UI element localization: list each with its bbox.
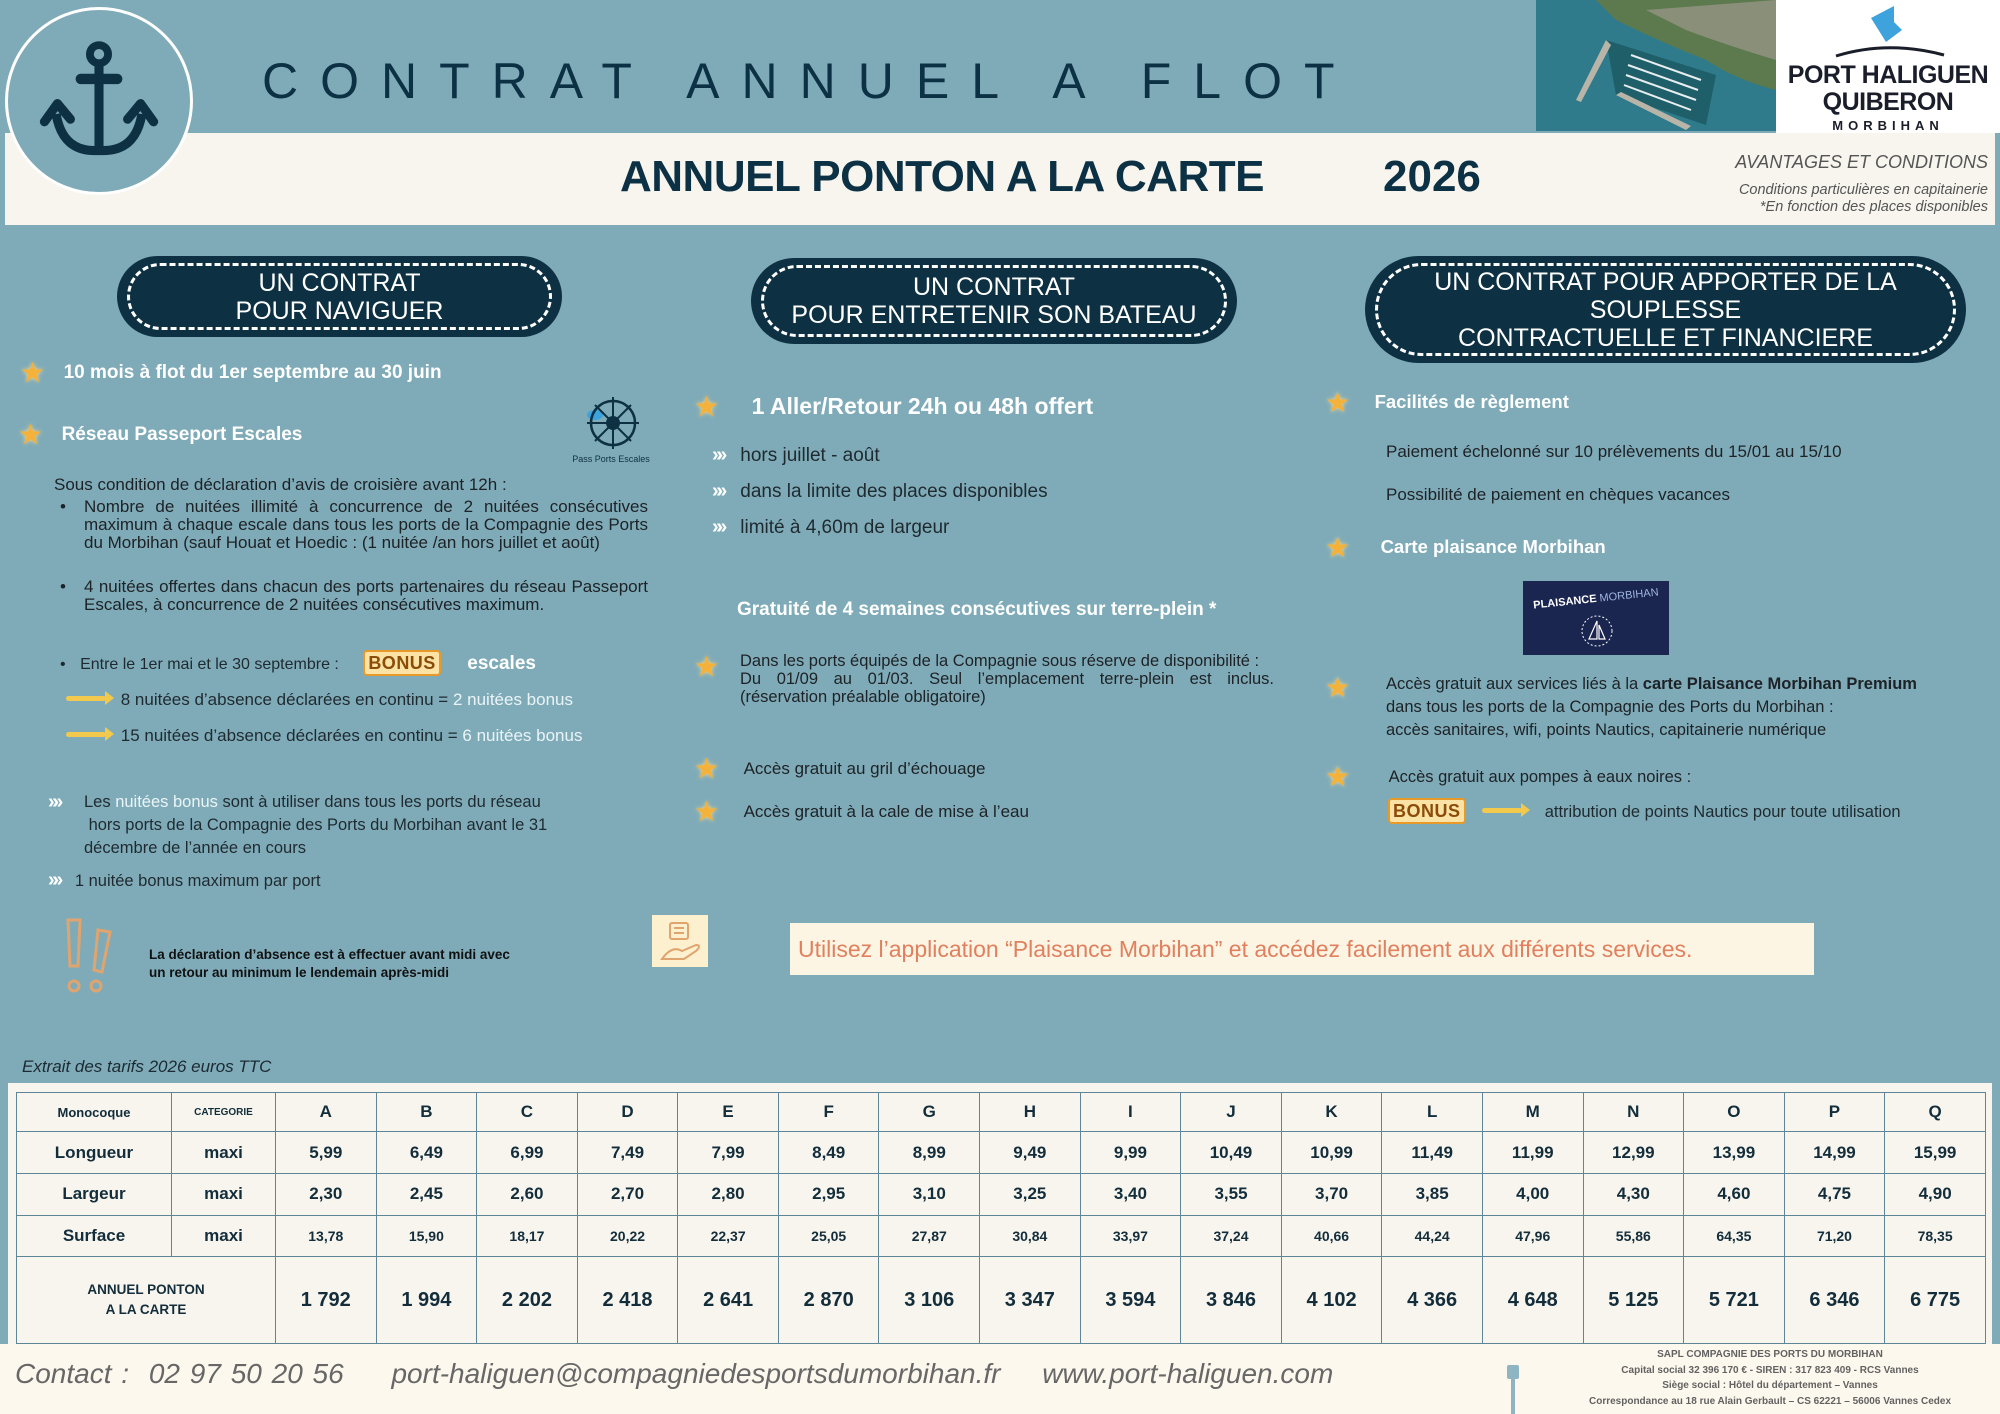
warning-line1: La déclaration d’absence est à effectuer avant midi avec [149,947,510,962]
pompes-text: Accès gratuit aux pompes à eaux noires : [1388,768,1692,786]
double-chevron-icon: »» [48,791,57,813]
category-header: B [376,1093,477,1132]
document-title: CONTRAT ANNUEL A FLOT [262,53,1357,109]
table-cell: 2,70 [577,1174,678,1216]
col2-chev-2 [712,480,1048,503]
table-cell: 8,49 [778,1132,879,1174]
table-header-row [17,1093,1986,1132]
rule-8-bonus: 2 nuitées bonus [452,690,573,709]
aller-retour-text: 1 Aller/Retour 24h ou 48h offert [751,393,1094,419]
chev1-text: hors juillet - août [740,445,880,466]
card-brand: PLAISANCE [1532,592,1598,612]
table-cell: 9,99 [1080,1132,1181,1174]
ship-wheel-icon [581,395,641,451]
harbor-aerial-photo [1536,0,1776,131]
table-cell: 8,99 [879,1132,980,1174]
table-cell: 4,30 [1583,1174,1684,1216]
category-header: P [1784,1093,1885,1132]
card-brand2: MORBIHAN [1598,586,1660,605]
table-cell: 4,75 [1784,1174,1885,1216]
price-cell: 3 106 [879,1257,980,1344]
double-chevron-icon: »» [712,516,721,538]
table-cell: 15,90 [376,1215,477,1257]
contact-email[interactable]: port-haliguen@compagniedesportsdumorbihan.fr [391,1358,1001,1389]
col3-item-facilites [1325,386,1569,419]
table-cell: 14,99 [1784,1132,1885,1174]
pompes-bonus [1388,798,1901,824]
col3-item-premium [1325,673,1917,742]
pill-entretenir [751,258,1237,344]
pill-souplesse-line2: CONTRACTUELLE ET FINANCIERE [1458,323,1873,352]
table-cell: 10,49 [1181,1132,1282,1174]
anchor-icon [34,36,164,166]
table-cell: 7,99 [678,1132,779,1174]
ports-equipes-line2: Du 01/09 au 01/03. Seul l’emplacement terre-plein est inclus. (réservation préalable obligatoire) [740,670,1274,706]
pin-icon [1507,1365,1519,1379]
advantages-heading: AVANTAGES ET CONDITIONS [1735,152,1988,172]
table-cell: 13,99 [1684,1132,1785,1174]
price-cell: 4 366 [1382,1257,1483,1344]
price-cell: 4 102 [1281,1257,1382,1344]
usage-line3: décembre de l’année en cours [84,839,306,857]
pill-entretenir-line2: POUR ENTRETENIR SON BATEAU [791,301,1197,329]
table-row-price [17,1257,1986,1344]
category-header: G [879,1093,980,1132]
table-cell: 11,99 [1482,1132,1583,1174]
table-cell: 71,20 [1784,1215,1885,1257]
contact-line [15,1358,1333,1390]
star-icon: ★ [694,391,720,422]
table-cell: 11,49 [1382,1132,1483,1174]
bullet-unlimited-nights: • Nombre de nuitées illimité à concurrence de 2 nuitées consécutives maximum à chaque escale dans tous les ports de la Compagnie des Ports du Morbihan (sauf Houat et Hoedic : (1 nuitée /an hors juillet et août) [60,497,648,552]
legal-line1: SAPL COMPAGNIE DES PORTS DU MORBIHAN [1657,1349,1883,1360]
table-row-surface [17,1215,1986,1257]
table-cell: 22,37 [678,1215,779,1257]
price-cell: 2 418 [577,1257,678,1344]
table-cell: 18,17 [477,1215,578,1257]
star-icon: ★ [694,651,720,682]
terre-plein-heading: Gratuité de 4 semaines consécutives sur terre-plein * [737,599,1217,620]
table-cell: 2,30 [276,1174,377,1216]
table-cell: 15,99 [1885,1132,1986,1174]
col2-item-cale [694,795,1029,828]
bonus-rule-8 [66,690,573,710]
price-cell: 3 594 [1080,1257,1181,1344]
double-chevron-icon: »» [712,444,721,466]
table-cell: 44,24 [1382,1215,1483,1257]
anchor-badge [5,7,193,195]
category-header: H [980,1093,1081,1132]
col2-chev-3 [712,516,949,539]
conditions-line1: Conditions particulières en capitainerie [1738,182,1988,198]
price-cell: 5 721 [1684,1257,1785,1344]
table-cell: 78,35 [1885,1215,1986,1257]
price-cell: 6 775 [1885,1257,1986,1344]
table-row-largeur [17,1174,1986,1216]
price-label-line2: A LA CARTE [105,1302,187,1318]
table-cell: 12,99 [1583,1132,1684,1174]
table-caption: Extrait des tarifs 2026 euros TTC [22,1057,272,1076]
ports-equipes-line1: Dans les ports équipés de la Compagnie sous réserve de disponibilité : [740,652,1260,670]
gril-text: Accès gratuit au gril d’échouage [743,759,986,778]
app-banner: Utilisez l’application “Plaisance Morbihan” et accédez facilement aux différents services. [790,923,1814,975]
header-monocoque: Monocoque [17,1093,172,1132]
star-icon: ★ [18,419,44,450]
arrow-right-icon [66,696,106,701]
category-header: I [1080,1093,1181,1132]
sailboat-icon [1577,611,1617,651]
category-header: Q [1885,1093,1986,1132]
carte-text: Carte plaisance Morbihan [1380,536,1606,557]
double-chevron-icon: »» [48,869,57,891]
table-cell: 2,80 [678,1174,779,1216]
contact-label: Contact : [15,1358,130,1389]
bonus-escales-label: escales [467,653,536,674]
cale-text: Accès gratuit à la cale de mise à l’eau [743,802,1029,821]
usage-pre: Les [84,793,116,811]
conditions-line2: *En fonction des places disponibles [1759,199,1988,215]
col1-item-passeport [18,418,303,451]
port-logo [1776,0,2000,133]
pill-souplesse-line1: UN CONTRAT POUR APPORTER DE LA SOUPLESSE [1434,267,1897,324]
price-cell: 1 994 [376,1257,477,1344]
star-icon: ★ [1325,672,1351,703]
price-cell: 4 648 [1482,1257,1583,1344]
row-label: Surface [17,1215,172,1257]
col2-item-gril [694,752,986,785]
pill-souplesse [1365,256,1966,363]
star-icon: ★ [20,357,46,388]
pass-ports-logo [572,395,650,467]
pill-naviguer-line2: POUR NAVIGUER [235,296,444,325]
flag-logo-icon [1776,0,2000,60]
table-cell: 25,05 [778,1215,879,1257]
price-cell: 6 346 [1784,1257,1885,1344]
paiement-echelonne: Paiement échelonné sur 10 prélèvements du 15/01 au 15/10 [1386,442,1842,461]
category-header: E [678,1093,779,1132]
warning-line2: un retour au minimum le lendemain après-midi [149,965,450,980]
row-label: Largeur [17,1174,172,1216]
pill-naviguer [117,256,562,337]
bonus-max-text: 1 nuitée bonus maximum par port [74,872,321,890]
table-cell: 4,60 [1684,1174,1785,1216]
exclamation-icon [62,918,122,1001]
star-icon: ★ [694,796,720,827]
category-header: K [1281,1093,1382,1132]
category-header: D [577,1093,678,1132]
usage-highlight: nuitées bonus [115,793,218,811]
logo-line1: PORT HALIGUEN [1787,61,1989,89]
table-cell: 3,25 [980,1174,1081,1216]
bullet-partner-text: 4 nuitées offertes dans chacun des ports partenaires du réseau Passeport Escales, à concurrence de 2 nuitées consécutives maximum. [84,577,648,614]
pill-entretenir-line1: UN CONTRAT [912,273,1075,301]
table-cell: 3,85 [1382,1174,1483,1216]
star-icon: ★ [1325,387,1351,418]
category-header: F [778,1093,879,1132]
contact-website[interactable]: www.port-haliguen.com [1042,1358,1334,1389]
star-icon: ★ [1325,761,1351,792]
table-cell: 55,86 [1583,1215,1684,1257]
table-cell: 5,99 [276,1132,377,1174]
star-icon: ★ [694,753,720,784]
bonus-usage-note [48,791,547,860]
plaisance-card-image [1523,581,1669,655]
pass-ports-label: Pass Ports Escales [572,454,650,464]
col2-item-aller-retour [694,390,1094,423]
row-unit: maxi [172,1132,276,1174]
table-cell: 30,84 [980,1215,1081,1257]
table-row-longueur [17,1132,1986,1174]
table-cell: 6,99 [477,1132,578,1174]
premium-line2: dans tous les ports de la Compagnie des Ports du Morbihan : [1386,698,1834,716]
conditions-note [1739,182,1988,216]
table-cell: 9,49 [980,1132,1081,1174]
table-cell: 2,45 [376,1174,477,1216]
usage-line2: hors ports de la Compagnie des Ports du Morbihan avant le 31 [84,816,548,834]
app-hand-icon [652,915,708,967]
price-cell: 1 792 [276,1257,377,1344]
header-categorie: CATEGORIE [172,1093,276,1132]
table-cell: 6,49 [376,1132,477,1174]
double-chevron-icon: »» [712,480,721,502]
usage-post: sont à utiliser dans tous les ports du réseau [217,793,541,811]
rule-15-bonus: 6 nuitées bonus [462,726,583,745]
table-cell: 64,35 [1684,1215,1785,1257]
category-header: N [1583,1093,1684,1132]
category-header: J [1181,1093,1282,1132]
legal-info [1540,1347,2000,1409]
table-cell: 20,22 [577,1215,678,1257]
table-cell: 27,87 [879,1215,980,1257]
table-cell: 13,78 [276,1215,377,1257]
bonus-badge: BONUS [363,650,441,676]
bonus-rule-15 [66,726,582,746]
bullet-unlimited-text: Nombre de nuitées illimité à concurrence de 2 nuitées consécutives maximum à chaque escale dans tous les ports de la Compagnie des Ports du Morbihan (sauf Houat et Hoedic : (1 nuitée /an hors juillet et août) [84,497,648,552]
col1-item-months [20,356,442,389]
absence-warning [149,946,510,982]
price-cell: 3 347 [980,1257,1081,1344]
bonus-max-note [48,869,321,892]
chev2-text: dans la limite des places disponibles [740,481,1048,502]
table-cell: 37,24 [1181,1215,1282,1257]
cheques-vacances: Possibilité de paiement en chèques vacances [1386,485,1730,504]
bonus-period-text: Entre le 1er mai et le 30 septembre : [80,656,339,673]
logo-line2: QUIBERON [1822,88,1954,116]
price-cell: 2 870 [778,1257,879,1344]
arrow-right-icon [1482,808,1522,813]
col2-item-ports-equipes [694,652,1274,706]
facilites-text: Facilités de règlement [1374,391,1569,412]
row-unit: maxi [172,1215,276,1257]
col3-item-pompes [1325,760,1692,793]
table-cell: 2,95 [778,1174,879,1216]
category-header: O [1684,1093,1785,1132]
table-cell: 4,00 [1482,1174,1583,1216]
logo-line3: MORBIHAN [1832,118,1944,133]
table-cell: 40,66 [1281,1215,1382,1257]
price-cell: 3 846 [1181,1257,1282,1344]
star-icon: ★ [1325,532,1351,563]
category-header: A [276,1093,377,1132]
tariff-table [16,1092,1986,1344]
contact-phone[interactable]: 02 97 50 20 56 [148,1358,344,1389]
chev3-text: limité à 4,60m de largeur [740,517,950,538]
premium-pre: Accès gratuit aux services liés à la [1386,675,1643,693]
table-cell: 2,60 [477,1174,578,1216]
table-cell: 3,55 [1181,1174,1282,1216]
bonus-badge: BONUS [1388,798,1466,824]
arrow-right-icon [66,732,106,737]
pompes-bonus-text: attribution de points Nautics pour toute utilisation [1544,803,1901,821]
category-header: M [1482,1093,1583,1132]
price-cell: 2 641 [678,1257,779,1344]
bullet-partner-nights: • 4 nuitées offertes dans chacun des ports partenaires du réseau Passeport Escales, à concurrence de 2 nuitées consécutives maximum. [60,577,648,614]
table-cell: 7,49 [577,1132,678,1174]
col3-item-carte [1325,531,1606,564]
table-cell: 4,90 [1885,1174,1986,1216]
months-text: 10 mois à flot du 1er septembre au 30 juin [63,362,442,383]
table-cell: 3,10 [879,1174,980,1216]
table-cell: 3,40 [1080,1174,1181,1216]
table-cell: 10,99 [1281,1132,1382,1174]
passeport-text: Réseau Passeport Escales [61,424,303,445]
price-cell: 2 202 [477,1257,578,1344]
legal-line2: Capital social 32 396 170 € - SIREN : 317 823 409 - RCS Vannes [1621,1364,1919,1376]
category-header: L [1382,1093,1483,1132]
pill-naviguer-line1: UN CONTRAT [258,268,421,297]
premium-line3: accès sanitaires, wifi, points Nautics, capitainerie numérique [1386,721,1827,739]
offer-title: ANNUEL PONTON A LA CARTE [620,152,1264,201]
rule-8-text: 8 nuitées d’absence déclarées en continu = [120,690,453,709]
category-header: C [477,1093,578,1132]
bullet-bonus-period: • Entre le 1er mai et le 30 septembre : BONUS escales [60,650,536,676]
row-unit: maxi [172,1174,276,1216]
legal-line3: Siège social : Hôtel du département – Vannes [1662,1380,1878,1391]
price-label-line1: ANNUEL PONTON [87,1282,205,1298]
table-cell: 47,96 [1482,1215,1583,1257]
premium-bold: carte Plaisance Morbihan Premium [1642,675,1917,693]
rule-15-text: 15 nuitées d’absence déclarées en continu = [120,726,463,745]
table-cell: 33,97 [1080,1215,1181,1257]
price-cell: 5 125 [1583,1257,1684,1344]
row-label: Longueur [17,1132,172,1174]
legal-line4: Correspondance au 18 rue Alain Gerbault – CS 62221 – 56006 Vannes Cedex [1588,1395,1952,1407]
pin-stem [1511,1378,1515,1414]
price-label [17,1257,276,1344]
offer-year: 2026 [1383,152,1481,201]
col2-chev-1 [712,444,880,467]
table-cell: 3,70 [1281,1174,1382,1216]
condition-text: Sous condition de déclaration d’avis de croisière avant 12h : [54,475,507,494]
